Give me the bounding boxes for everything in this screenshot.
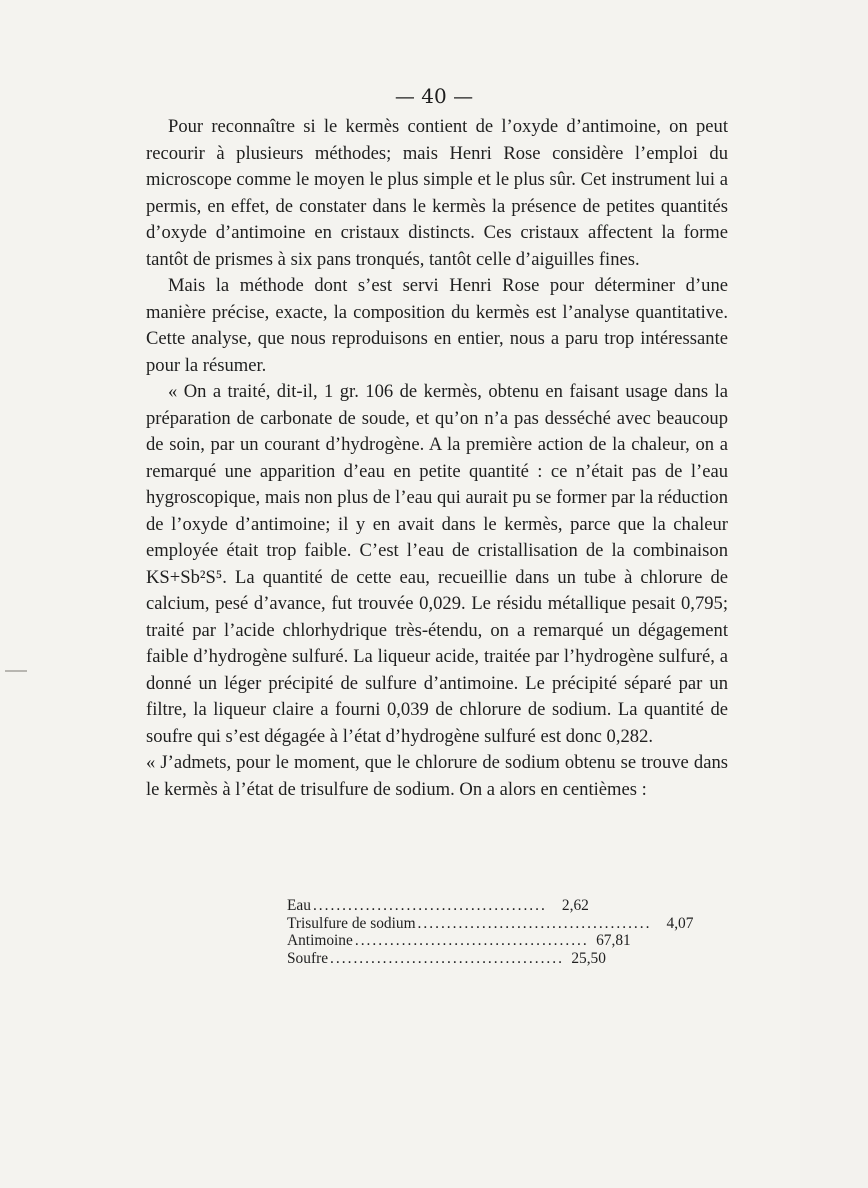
table-label: Trisulfure de sodium: [287, 914, 416, 932]
table-row: [287, 932, 631, 950]
body-text: [146, 114, 728, 803]
paragraph: « On a traité, dit-il, 1 gr. 106 de kermès, obtenu en faisant usage dans la préparation de carbonate de soude, et qu’on n’a pas desséché avec beaucoup de soin, par un courant d’hydrogène. A la première action de la chaleur, on a remarqué une apparition d’eau en petite quantité : ce n’était pas de l’eau hygroscopique, mais non plus de l’eau qui aurait pu se former par la réduction de l’oxyde d’antimoine; il y en avait dans le kermès, parce que la chaleur employée était trop faible. C’est l’eau de cristallisation de la combinaison KS+Sb²S⁵. La quantité de cette eau, recueillie dans un tube à chlorure de calcium, pesé d’avance, fut trouvée 0,029. Le résidu métallique pesait 0,795; traité par l’acide chlorhydrique très-étendu, on a remarqué un dégagement faible d’hydrogène sulfuré. La liqueur acide, traitée par l’hydrogène sulfuré, a donné un léger précipité de sulfure d’antimoine. Le précipité séparé par un filtre, la liqueur claire a fourni 0,039 de chlorure de sodium. La quantité de soufre qui s’est dégagée à l’état d’hydrogène sulfuré est donc 0,282.: [146, 381, 728, 747]
leader-dots: ........................................: [417, 914, 652, 932]
table-label: Eau: [287, 897, 311, 914]
table-value: 4,07: [666, 914, 694, 932]
paragraph: Mais la méthode dont s’est servi Henri Rose pour déterminer d’une manière précise, exacte, la composition du kermès est l’analyse quantitative. Cette analyse, que nous reproduisons en entier, nous a paru trop intéressante pour la résumer.: [146, 275, 728, 376]
paragraph: Pour reconnaître si le kermès contient de l’oxyde d’antimoine, on peut recourir à plusieurs méthodes; mais Henri Rose considère l’emploi du microscope comme le moyen le plus simple et le plus sûr. Cet instrument lui a permis, en effet, de constater dans le kermès la présence de petites quantités d’oxyde d’antimoine en cristaux distincts. Ces cristaux affectent la forme tantôt de prismes à six pans tronqués, tantôt celle d’aiguilles fines.: [146, 116, 728, 270]
table-value: 67,81: [596, 932, 631, 950]
table-value: 2,62: [561, 897, 589, 914]
page-number: — 40 —: [394, 84, 474, 108]
table-value: 25,50: [571, 949, 606, 967]
edge-mark: [5, 670, 27, 672]
leader-dots: ........................................: [354, 932, 589, 950]
leader-dots: ........................................: [330, 949, 564, 967]
paragraph: « J’admets, pour le moment, que le chlorure de sodium obtenu se trouve dans le kermès à l’état de trisulfure de sodium. On a alors en centièmes :: [146, 752, 728, 800]
table-label: Soufre: [287, 949, 329, 967]
leader-dots: ........................................: [312, 897, 547, 914]
table-row: [287, 897, 589, 915]
table-row: [287, 949, 606, 968]
table-label: Antimoine: [287, 932, 353, 950]
table-row: [287, 914, 694, 933]
composition-table: [287, 897, 694, 967]
